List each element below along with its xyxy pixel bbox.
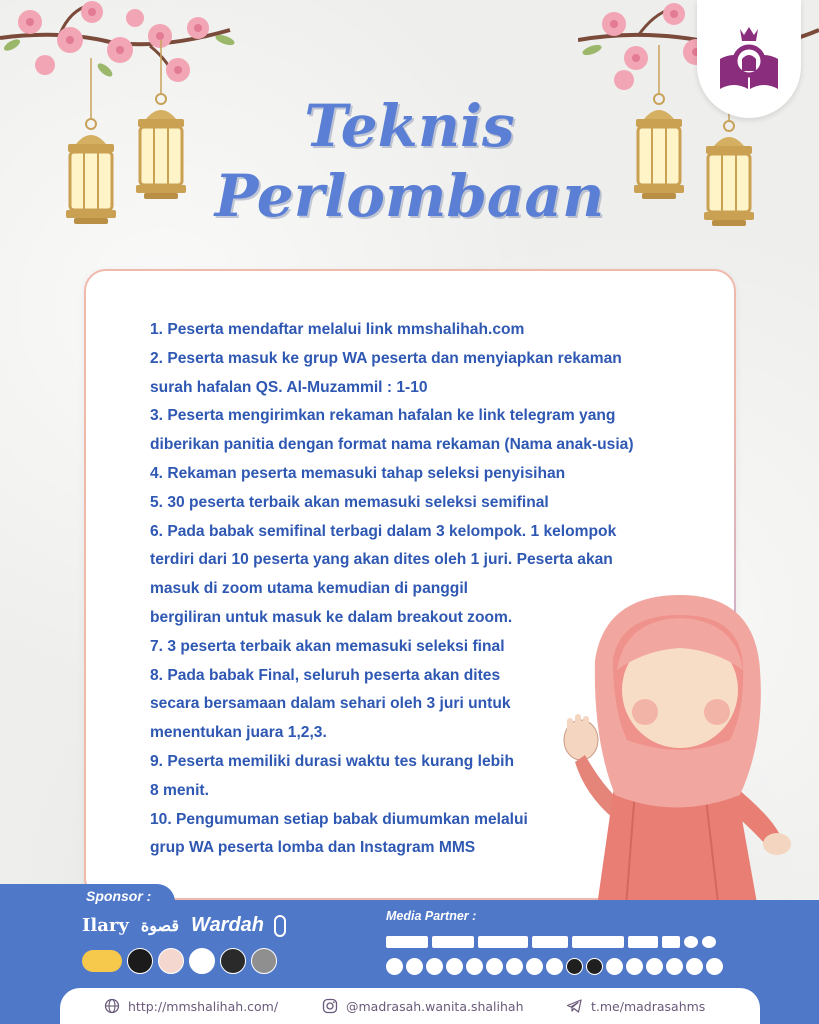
media-partner-logo (526, 958, 543, 975)
telegram-link[interactable] (566, 998, 705, 1014)
rules-line: 8 menit. (150, 781, 209, 799)
media-partner-logo (666, 958, 683, 975)
media-partner-logo (486, 958, 503, 975)
sponsor-logos-row-2 (82, 948, 277, 974)
media-partner-logos-row-2 (386, 958, 723, 975)
sponsor-logos-row-1 (82, 914, 286, 937)
sponsor-logo (220, 948, 246, 974)
rules-line: 7. 3 peserta terbaik akan memasuki seleksi final (150, 637, 505, 655)
rules-line: menentukan juara 1,2,3. (150, 724, 327, 742)
sponsor-logo (127, 948, 153, 974)
media-partner-logos-row-1 (386, 936, 716, 948)
page-title-line-2: Perlombaan (214, 162, 605, 230)
rules-line: 4. Rekaman peserta memasuki tahap seleksi penyisihan (150, 464, 566, 482)
rules-line: bergiliran untuk masuk ke dalam breakout zoom. (150, 608, 513, 626)
media-partner-logo (686, 958, 703, 975)
media-partner-logo (386, 936, 428, 948)
sponsor-logo (82, 950, 122, 972)
sponsor-logo (274, 915, 286, 937)
rules-line: grup WA peserta lomba dan Instagram MMS (150, 839, 476, 857)
telegram-icon (566, 998, 583, 1014)
cherry-blossom-left (0, 0, 250, 90)
media-partner-logo (626, 958, 643, 975)
instagram-link[interactable] (322, 998, 524, 1014)
media-partner-logo (566, 958, 583, 975)
rules-line: 5. 30 peserta terbaik akan memasuki seleksi semifinal (150, 493, 549, 511)
rules-line: 3. Peserta mengirimkan rekaman hafalan ke link telegram yang (150, 407, 616, 425)
media-partner-logo (478, 936, 528, 948)
sponsor-logo (189, 948, 215, 974)
sponsor-logo (251, 948, 277, 974)
sponsor-ilary: Ilary (82, 915, 129, 936)
media-partner-label: Media Partner : (386, 909, 477, 923)
rules-line: 8. Pada babak Final, seluruh peserta akan dites (150, 666, 501, 684)
hijab-girl-illustration (555, 590, 800, 920)
media-partner-logo (702, 936, 716, 948)
media-partner-logo (432, 936, 474, 948)
media-partner-logo (662, 936, 680, 948)
media-partner-logo (706, 958, 723, 975)
sponsor-label: Sponsor : (86, 888, 152, 904)
media-partner-logo (532, 936, 568, 948)
media-partner-logo (386, 958, 403, 975)
media-partner-logo (586, 958, 603, 975)
crown-book-logo-icon (712, 19, 786, 99)
contact-footer (60, 988, 760, 1024)
globe-icon (104, 998, 120, 1014)
media-partner-logo (546, 958, 563, 975)
instagram-icon (322, 998, 338, 1014)
rules-line: 9. Peserta memiliki durasi waktu tes kurang lebih (150, 752, 514, 770)
sponsor-logo (158, 948, 184, 974)
media-partner-logo (426, 958, 443, 975)
rules-line: 1. Peserta mendaftar melalui link mmshalihah.com (150, 321, 525, 338)
media-partner-logo (572, 936, 624, 948)
rules-line: 2. Peserta masuk ke grup WA peserta dan menyiapkan rekaman (150, 349, 622, 367)
media-partner-logo (684, 936, 698, 948)
rules-line: surah hafalan QS. Al-Muzammil : 1-10 (150, 378, 428, 396)
telegram-text: t.me/madrasahms (591, 998, 706, 1014)
media-partner-logo (628, 936, 658, 948)
media-partner-logo (646, 958, 663, 975)
rules-line: terdiri dari 10 peserta yang akan dites oleh 1 juri. Peserta akan (150, 551, 613, 569)
website-text: http://mmshalihah.com/ (128, 998, 279, 1014)
rules-line: 10. Pengumuman setiap babak diumumkan melalui (150, 810, 528, 828)
instagram-text: @madrasah.wanita.shalihah (346, 998, 524, 1014)
page-title-line-1: Teknis (304, 92, 515, 160)
media-partner-logo (606, 958, 623, 975)
media-partner-logo (506, 958, 523, 975)
website-link[interactable] (104, 998, 278, 1014)
media-partner-logo (446, 958, 463, 975)
rules-line: secara bersamaan dalam sehari oleh 3 juri untuk (150, 695, 511, 713)
media-partner-logo (406, 958, 423, 975)
media-partner-logo (466, 958, 483, 975)
rules-line: 6. Pada babak semifinal terbagi dalam 3 kelompok. 1 kelompok (150, 522, 617, 540)
rules-line: diberikan panitia dengan format nama rekaman (Nama anak-usia) (150, 436, 634, 454)
sponsor-wardah: Wardah (191, 914, 265, 936)
sponsor-qashwa: قصوة (140, 916, 180, 935)
rules-line: masuk di zoom utama kemudian di panggil (150, 580, 468, 598)
